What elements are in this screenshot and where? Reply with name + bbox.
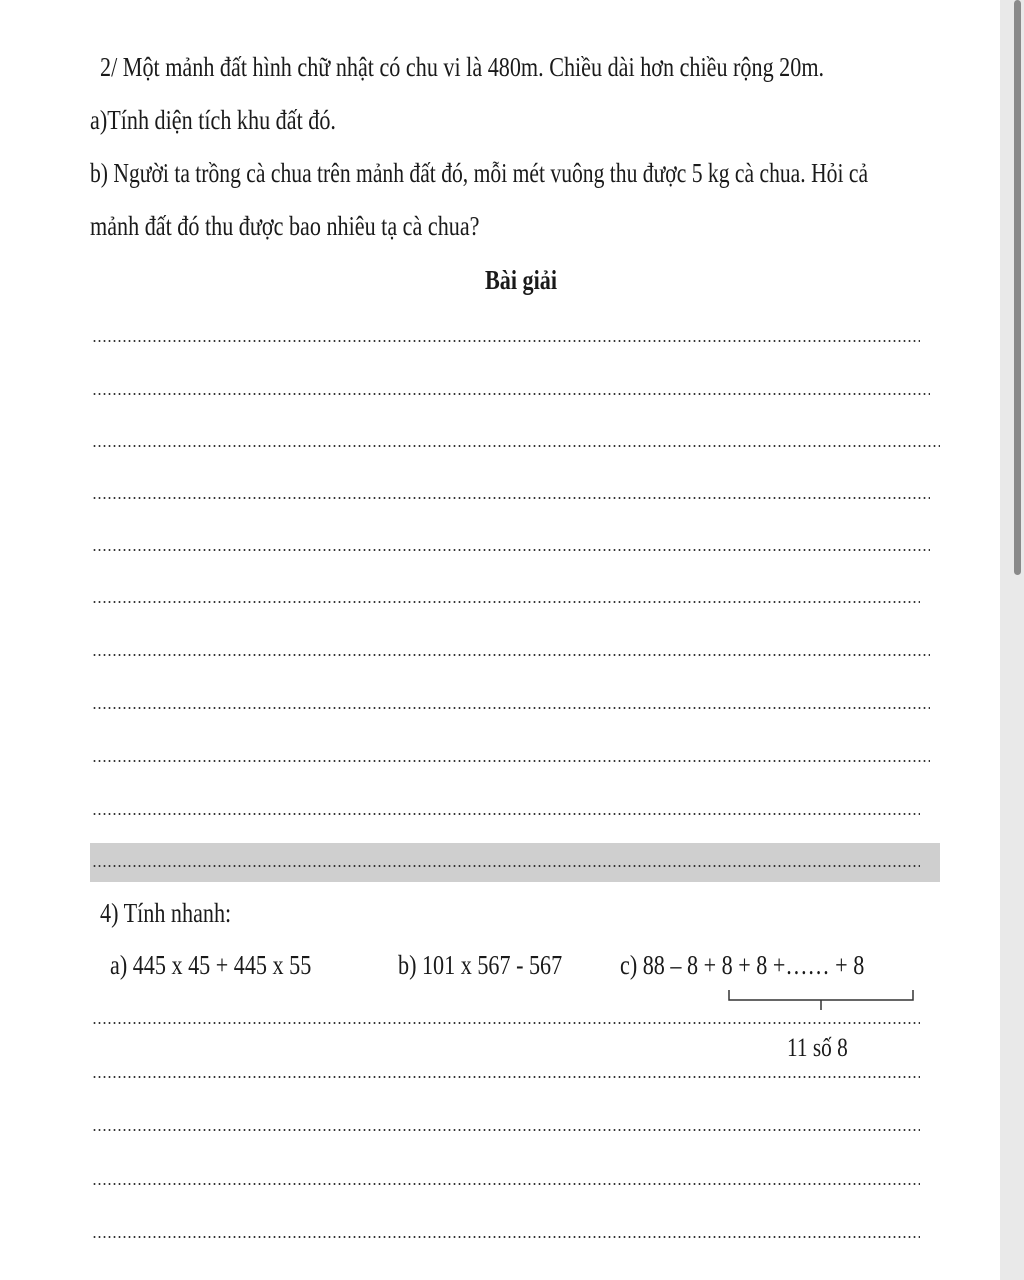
problem-2-part-b-line1: b) Người ta trồng cà chua trên mảnh đất đó, mỗi mét vuông thu được 5 kg cà chua. Hỏi cả — [90, 158, 869, 188]
underbrace — [727, 988, 915, 1012]
highlight-band — [90, 843, 940, 882]
answer-line — [92, 865, 920, 867]
answer-line — [92, 1022, 920, 1024]
solution-title: Bài giải — [485, 265, 557, 295]
problem-4-a: a) 445 x 45 + 445 x 55 — [110, 950, 312, 980]
problem-4-c: c) 88 – 8 + 8 + 8 +…… + 8 — [620, 950, 865, 980]
answer-line — [92, 549, 930, 551]
answer-line — [92, 1183, 920, 1185]
answer-line — [92, 445, 940, 447]
brace-label: 11 số 8 — [787, 1033, 848, 1062]
problem-4-title: 4) Tính nhanh: — [100, 898, 232, 928]
answer-line — [92, 760, 930, 762]
answer-line — [92, 601, 920, 603]
answer-line — [92, 393, 930, 395]
answer-line — [92, 1076, 920, 1078]
answer-line — [92, 1236, 920, 1238]
answer-line — [92, 707, 930, 709]
problem-2-part-a: a)Tính diện tích khu đất đó. — [90, 105, 336, 135]
answer-line — [92, 1129, 920, 1131]
scrollbar-thumb[interactable] — [1014, 0, 1021, 575]
answer-line — [92, 497, 930, 499]
answer-line — [92, 654, 930, 656]
answer-line — [92, 813, 920, 815]
problem-2-statement: 2/ Một mảnh đất hình chữ nhật có chu vi là 480m. Chiều dài hơn chiều rộng 20m. — [100, 52, 825, 82]
scrollbar-track[interactable] — [1000, 0, 1024, 1280]
problem-2-part-b-line2: mảnh đất đó thu được bao nhiêu tạ cà chua? — [90, 211, 480, 241]
problem-4-b: b) 101 x 567 - 567 — [398, 950, 563, 980]
answer-line — [92, 340, 920, 342]
